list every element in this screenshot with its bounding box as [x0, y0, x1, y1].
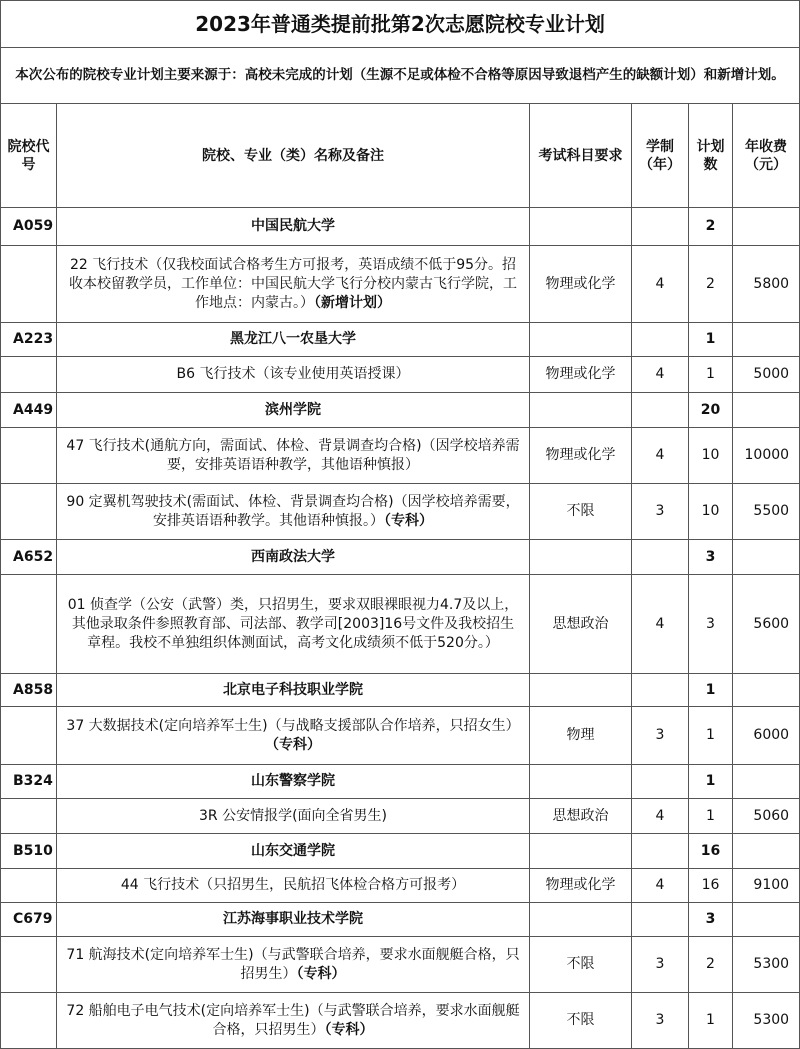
major-name: 22 飞行技术（仅我校面试合格考生方可报考，英语成绩不低于95分。招收本校留教学员，工作单位：中国民航大学飞行分校内蒙古飞行学院，工作地点：内蒙古。）（新增计划） [57, 246, 530, 323]
school-name: 滨州学院 [57, 393, 530, 428]
school-row [1, 903, 800, 937]
school-code: B324 [1, 765, 57, 799]
major-row [1, 484, 800, 540]
header-fee: 年收费（元） [733, 104, 800, 208]
major-row [1, 993, 800, 1049]
major-tag: （专科） [296, 965, 346, 982]
major-subject: 不限 [530, 937, 632, 993]
header-name: 院校、专业（类）名称及备注 [57, 104, 530, 208]
school-plan: 3 [689, 540, 733, 575]
school-name: 西南政法大学 [57, 540, 530, 575]
page-title: 2023年普通类提前批第2次志愿院校专业计划 [1, 1, 800, 48]
major-years: 4 [632, 428, 689, 484]
major-years: 4 [632, 869, 689, 903]
major-years: 4 [632, 799, 689, 834]
major-fee: 10000 [733, 428, 800, 484]
major-plan: 1 [689, 799, 733, 834]
school-name: 黑龙江八一农垦大学 [57, 323, 530, 357]
school-code: A223 [1, 323, 57, 357]
major-tag: （新增计划） [314, 294, 391, 311]
major-row [1, 707, 800, 765]
major-subject: 物理 [530, 707, 632, 765]
major-subject: 思想政治 [530, 575, 632, 674]
school-name: 山东交通学院 [57, 834, 530, 869]
major-row [1, 869, 800, 903]
major-name: 3R 公安情报学(面向全省男生) [57, 799, 530, 834]
major-plan: 1 [689, 993, 733, 1049]
major-row [1, 357, 800, 393]
major-name: 72 船舶电子电气技术(定向培养军士生)（与武警联合培养，要求水面舰艇合格，只招男生）（专科） [57, 993, 530, 1049]
header-code: 院校代号 [1, 104, 57, 208]
school-plan: 16 [689, 834, 733, 869]
major-name: 37 大数据技术(定向培养军士生)（与战略支援部队合作培养，只招女生）（专科） [57, 707, 530, 765]
major-years: 3 [632, 484, 689, 540]
major-years: 4 [632, 575, 689, 674]
major-subject: 思想政治 [530, 799, 632, 834]
major-tag: （专科） [265, 736, 321, 753]
major-name: 44 飞行技术（只招男生，民航招飞体检合格方可报考） [57, 869, 530, 903]
school-name: 中国民航大学 [57, 208, 530, 246]
major-name: 71 航海技术(定向培养军士生)（与武警联合培养，要求水面舰艇合格，只招男生）（专科） [57, 937, 530, 993]
school-plan: 2 [689, 208, 733, 246]
school-name: 北京电子科技职业学院 [57, 674, 530, 707]
major-row [1, 575, 800, 674]
school-plan: 3 [689, 903, 733, 937]
school-plan: 1 [689, 674, 733, 707]
school-name: 山东警察学院 [57, 765, 530, 799]
major-name: B6 飞行技术（该专业使用英语授课） [57, 357, 530, 393]
school-name: 江苏海事职业技术学院 [57, 903, 530, 937]
major-fee: 5000 [733, 357, 800, 393]
school-code: C679 [1, 903, 57, 937]
school-plan: 1 [689, 765, 733, 799]
major-plan: 1 [689, 357, 733, 393]
school-code: A858 [1, 674, 57, 707]
school-row [1, 540, 800, 575]
major-subject: 物理或化学 [530, 246, 632, 323]
school-plan: 1 [689, 323, 733, 357]
school-row [1, 393, 800, 428]
major-plan: 10 [689, 428, 733, 484]
major-row [1, 428, 800, 484]
school-code: A449 [1, 393, 57, 428]
major-plan: 10 [689, 484, 733, 540]
major-tag: （专科） [384, 512, 433, 529]
major-years: 3 [632, 993, 689, 1049]
major-fee: 5800 [733, 246, 800, 323]
major-row [1, 799, 800, 834]
school-code: A059 [1, 208, 57, 246]
major-years: 3 [632, 707, 689, 765]
major-plan: 16 [689, 869, 733, 903]
major-plan: 2 [689, 937, 733, 993]
header-subject: 考试科目要求 [530, 104, 632, 208]
major-name: 01 侦查学（公安（武警）类，只招男生，要求双眼裸眼视力4.7及以上，其他录取条件参照教育部、司法部、教学司[2003]16号文件及我校招生章程。我校不单独组织体测面试，高考文化成绩须不低于520分。） [57, 575, 530, 674]
school-row [1, 765, 800, 799]
major-fee: 5600 [733, 575, 800, 674]
major-row [1, 246, 800, 323]
major-years: 4 [632, 357, 689, 393]
major-subject: 物理或化学 [530, 357, 632, 393]
school-row [1, 323, 800, 357]
school-row [1, 674, 800, 707]
school-code: A652 [1, 540, 57, 575]
major-name: 47 飞行技术(通航方向，需面试、体检、背景调查均合格)（因学校培养需要，安排英语语种教学，其他语种慎报） [57, 428, 530, 484]
major-name: 90 定翼机驾驶技术(需面试、体检、背景调查均合格)（因学校培养需要，安排英语语种教学。其他语种慎报。）（专科） [57, 484, 530, 540]
intro-note: 本次公布的院校专业计划主要来源于：高校未完成的计划（生源不足或体检不合格等原因导致退档产生的缺额计划）和新增计划。 [1, 48, 800, 104]
major-plan: 1 [689, 707, 733, 765]
major-years: 3 [632, 937, 689, 993]
major-fee: 5300 [733, 937, 800, 993]
major-tag: （专科） [324, 1021, 374, 1038]
school-row [1, 208, 800, 246]
header-plan: 计划数 [689, 104, 733, 208]
header-row [1, 104, 800, 208]
major-fee: 5500 [733, 484, 800, 540]
major-fee: 5300 [733, 993, 800, 1049]
major-fee: 9100 [733, 869, 800, 903]
major-years: 4 [632, 246, 689, 323]
school-row [1, 834, 800, 869]
school-code: B510 [1, 834, 57, 869]
major-plan: 2 [689, 246, 733, 323]
major-subject: 不限 [530, 993, 632, 1049]
major-row [1, 937, 800, 993]
major-fee: 6000 [733, 707, 800, 765]
header-years: 学制（年） [632, 104, 689, 208]
major-plan: 3 [689, 575, 733, 674]
major-subject: 不限 [530, 484, 632, 540]
major-subject: 物理或化学 [530, 428, 632, 484]
major-subject: 物理或化学 [530, 869, 632, 903]
school-plan: 20 [689, 393, 733, 428]
major-fee: 5060 [733, 799, 800, 834]
